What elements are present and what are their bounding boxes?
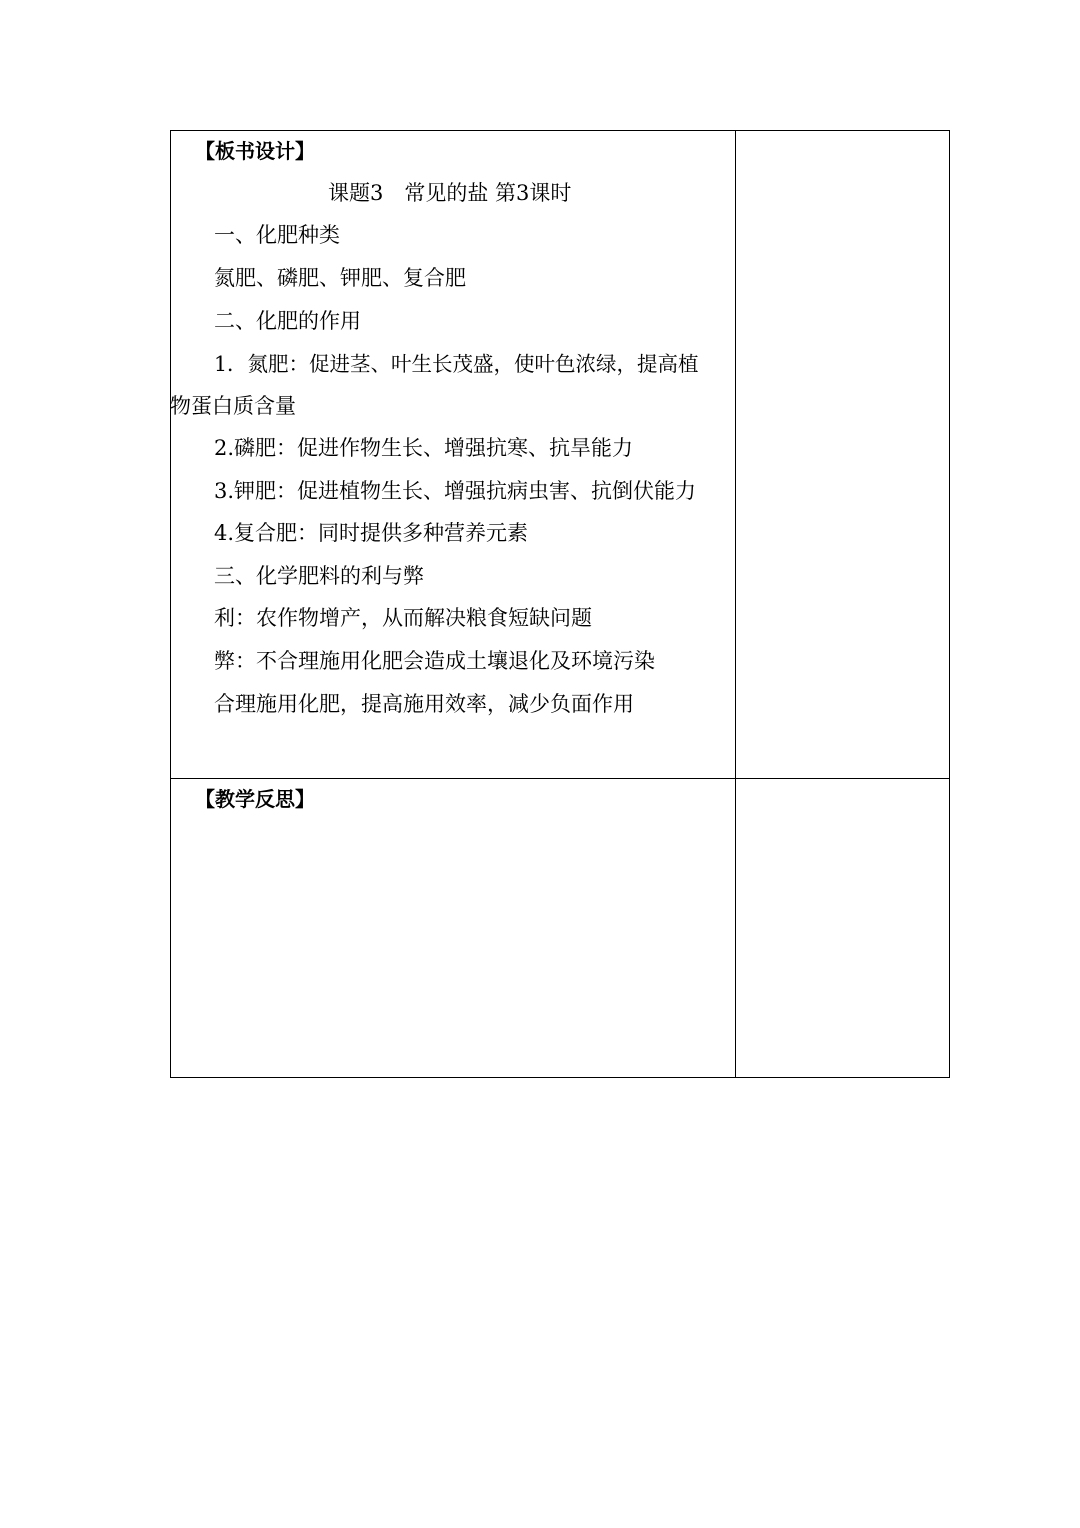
board-line: 三、化学肥料的利与弊 [214, 564, 424, 588]
reflection-heading: 【教学反思】 [195, 787, 315, 811]
row-divider [170, 778, 950, 779]
board-line: 3.钾肥：促进植物生长、增强抗病虫害、抗倒伏能力 [214, 479, 697, 503]
board-title: 课题3 常见的盐 第3课时 [328, 181, 572, 205]
board-line: 物蛋白质含量 [170, 394, 296, 418]
board-line: 二、化肥的作用 [214, 309, 361, 333]
board-line: 一、化肥种类 [214, 223, 340, 247]
column-divider [735, 130, 736, 1078]
board-line: 弊：不合理施用化肥会造成土壤退化及环境污染 [214, 649, 655, 673]
board-line: 合理施用化肥，提高施用效率，减少负面作用 [214, 692, 634, 716]
board-line: 1．氮肥：促进茎、叶生长茂盛，使叶色浓绿，提高植 [214, 352, 699, 376]
board-heading: 【板书设计】 [195, 139, 315, 163]
board-line: 利：农作物增产，从而解决粮食短缺问题 [214, 606, 592, 630]
board-line: 2.磷肥：促进作物生长、增强抗寒、抗旱能力 [214, 436, 634, 460]
board-line: 4.复合肥：同时提供多种营养元素 [214, 521, 529, 545]
board-line: 氮肥、磷肥、钾肥、复合肥 [214, 266, 466, 290]
